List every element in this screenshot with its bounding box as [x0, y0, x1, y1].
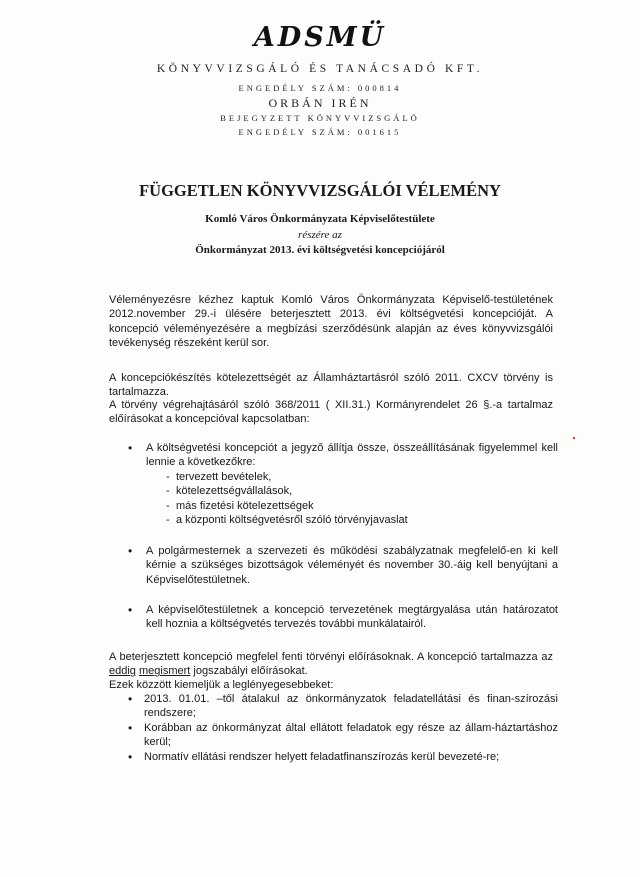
bullet-text: A költségvetési koncepciót a jegyző állítja össze, összeállításának figyelemmel kell lennie a következőkre:: [146, 442, 558, 469]
auditor-registered: BEJEGYZETT KÖNYVVIZSGÁLÓ: [220, 113, 420, 123]
highlight-list: [108, 692, 558, 764]
text-run: jogszabályi előírásokat.: [190, 665, 308, 678]
paragraph-highlights: Ezek közzött kiemeljük a leglényegesebbeket:: [109, 679, 334, 691]
bullet-text: A polgármesternek a szervezeti és működési szabályzatnak megfelelő-en ki kell kérnie a szükséges bizottságok véleményét és november 30.-áig kell benyújtani a Képviselőtestületnek.: [146, 545, 558, 586]
dash-item: [146, 484, 558, 498]
underlined-word: megismert: [138, 665, 191, 678]
dash-icon: -: [166, 485, 170, 498]
list-item: [108, 692, 558, 721]
bullet-list-1: [108, 441, 558, 527]
dash-item: [146, 499, 558, 513]
bullet-list-3: [108, 603, 558, 632]
bullet-text: Korábban az önkormányzat által ellátott feladatok egy része az állam-háztartáshoz kerül;: [144, 721, 558, 749]
text-run: A beterjesztett koncepció megfelel fenti törvényi előírásoknak. A koncepció tartalmazza az: [109, 651, 553, 663]
dash-text: más fizetési kötelezettségek: [176, 499, 314, 512]
scan-speck: [573, 437, 575, 439]
company-permit: ENGEDÉLY SZÁM: 000814: [238, 83, 402, 93]
list-item: [108, 441, 558, 527]
bullet-icon: •: [128, 603, 133, 617]
dash-list: [146, 470, 558, 528]
dash-icon: -: [166, 470, 170, 483]
bullet-icon: •: [128, 720, 133, 735]
bullet-icon: •: [128, 749, 133, 764]
company-logo: ADSMÜ: [253, 22, 387, 53]
dash-icon: -: [166, 514, 170, 527]
paragraph-decree: A törvény végrehajtásáról szóló 368/2011 ( XII.31.) Kormányrendelet 26 §.-a tartalmaz előírásokat a koncepcióval kapcsolatban:: [109, 399, 553, 426]
bullet-text: 2013. 01.01. –től átalakul az önkormányzatok feladatellátási és finan-szírozási rendszere;: [144, 693, 558, 720]
bullet-icon: •: [128, 544, 133, 558]
list-item: [108, 544, 558, 587]
list-item: [108, 721, 558, 750]
bullet-text: A képviselőtestületnek a koncepció tervezetének megtárgyalása után határozatot kell hoznia a költségvetés tervezés további munkálatairól.: [146, 604, 558, 631]
paragraph-intro: Véleményezésre kézhez kaptuk Komló Város Önkormányzata Képviselő-testületének 2012.november 29.-i ülésére beterjesztett 2013. évi költségvetési koncepcióját. A koncepció véleményezésére a megbízási szerződésünk alapján az éves könyvvizsgálói tevékenység részeként kerül sor.: [109, 294, 553, 350]
paragraph-law: A koncepciókészítés kötelezettségét az Államháztartásról szóló 2011. CXCV törvény is tartalmazza.: [109, 372, 553, 399]
dash-item: [146, 513, 558, 527]
underlined-word: eddig: [109, 665, 136, 678]
subject-line: Önkormányzat 2013. évi költségvetési koncepciójáról: [195, 244, 445, 256]
paragraph-conformity: [109, 650, 553, 679]
document-title: FÜGGETLEN KÖNYVVIZSGÁLÓI VÉLEMÉNY: [139, 181, 501, 200]
company-name: KÖNYVVIZSGÁLÓ ÉS TANÁCSADÓ KFT.: [156, 63, 484, 75]
bullet-icon: •: [128, 692, 133, 706]
dash-text: a központi költségvetésről szóló törvényjavaslat: [176, 514, 408, 527]
list-item: [108, 750, 558, 764]
auditor-name: ORBÁN IRÉN: [268, 96, 372, 110]
recipient-connector: részére az: [298, 229, 342, 241]
dash-item: [146, 470, 558, 484]
recipient-line: Komló Város Önkormányzata Képviselőtestülete: [205, 213, 435, 225]
dash-icon: -: [166, 499, 170, 512]
bullet-list-2: [108, 544, 558, 587]
bullet-icon: •: [128, 441, 133, 455]
dash-text: tervezett bevételek,: [176, 470, 272, 483]
dash-text: kötelezettségvállalások,: [176, 485, 293, 498]
bullet-text: Normatív ellátási rendszer helyett feladatfinanszírozás kerül bevezeté-re;: [144, 750, 500, 763]
auditor-permit: ENGEDÉLY SZÁM: 001615: [238, 127, 402, 137]
list-item: [108, 603, 558, 632]
